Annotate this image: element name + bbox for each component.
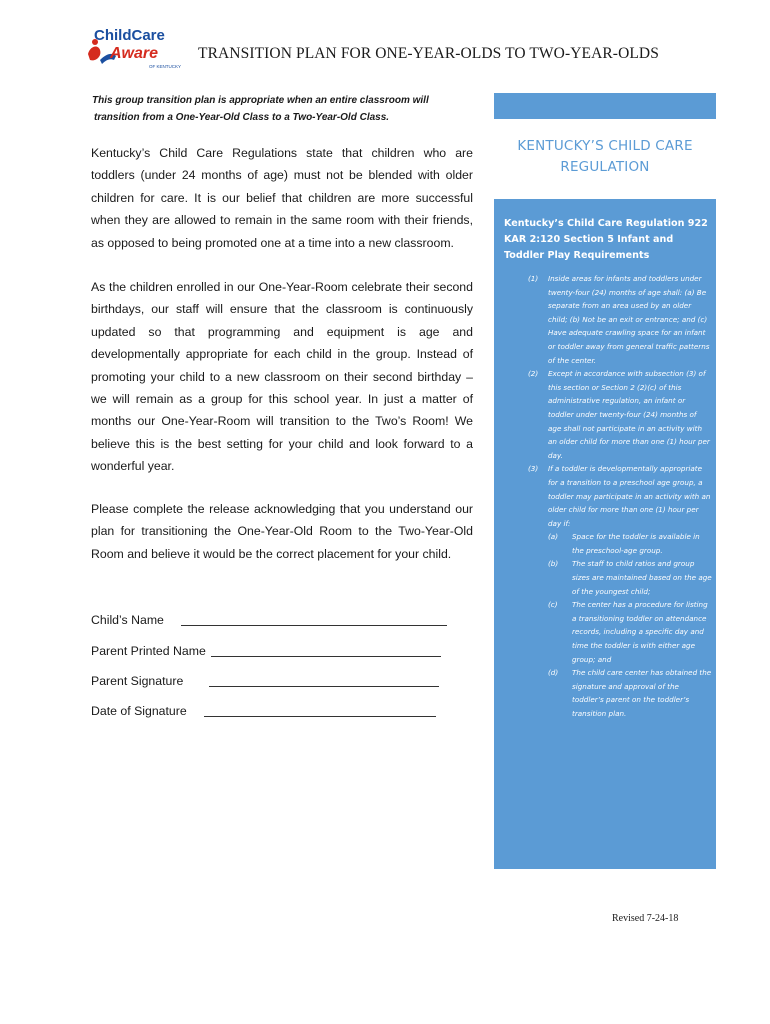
date-of-signature-label: Date of Signature: [91, 704, 187, 718]
regulation-subitem: [548, 598, 712, 666]
regulation-item: [502, 367, 712, 462]
childcare-aware-logo: [86, 24, 186, 72]
child-name-field[interactable]: [181, 625, 447, 626]
sidebar-subheading: Kentucky’s Child Care Regulation 922 KAR 2:120 Section 5 Infant and Toddler Play Requirements: [504, 218, 708, 261]
regulation-subitem-letter: (b): [548, 559, 559, 569]
date-of-signature-field[interactable]: [204, 716, 436, 717]
regulation-subitem-letter: (c): [548, 600, 558, 610]
regulation-item-text: Inside areas for infants and toddlers under twenty-four (24) months of age shall: (a) Be separate from an area used by an older child; (b) Not be an exit or entrance; and (c) Have adequate crawling space for an infant or toddler away from general traffic patterns of the center.: [548, 274, 710, 365]
regulation-item-text: If a toddler is developmentally appropriate for a transition to a preschool age group, a toddler may participate in an activity with an older child for more than one (1) hour per day if:: [548, 464, 711, 528]
logo-word-aware: Aware: [110, 45, 159, 62]
sidebar-heading: KENTUCKY’S CHILD CARE REGULATION: [517, 138, 693, 175]
logo-word-childcare: ChildCare: [94, 27, 165, 44]
regulation-list: [502, 272, 712, 721]
regulation-subitem-text: The child care center has obtained the signature and approval of the toddler’s parent on the toddler’s transition plan.: [572, 668, 712, 718]
regulation-item-number: (1): [528, 274, 539, 283]
child-name-label: Child’s Name: [91, 613, 164, 627]
regulation-subitem: [548, 557, 712, 598]
intro-line-2: transition from a One-Year-Old Class to a Two-Year-Old Class.: [94, 112, 390, 123]
regulation-subitem: [548, 666, 712, 720]
regulation-item-text: Except in accordance with subsection (3) of this section or Section 2 (2)(c) of this administrative regulation, an infant or toddler under twenty-four (24) months of age shall not participate in an activity with an older child for more than one (1) hour per day.: [548, 369, 710, 460]
revision-date: Revised 7-24-18: [612, 913, 679, 924]
regulation-subitem-text: The center has a procedure for listing a transitioning toddler on attendance records, including a specific day and time the toddler is with either age group; and: [572, 600, 708, 664]
regulation-subitem: [548, 530, 712, 557]
regulation-sidebar: [494, 199, 716, 869]
parent-signature-field[interactable]: [209, 686, 439, 687]
regulation-subitem-text: Space for the toddler is available in the preschool-age group.: [572, 532, 700, 555]
regulation-subitem-letter: (d): [548, 668, 559, 678]
parent-signature-label: Parent Signature: [91, 674, 184, 688]
intro-note: [92, 92, 482, 126]
logo-word-kentucky: OF KENTUCKY: [149, 64, 182, 69]
regulation-item-number: (2): [528, 369, 539, 379]
logo-figure-icon: [88, 47, 100, 61]
parent-printed-name-field[interactable]: [211, 656, 441, 657]
document-title: TRANSITION PLAN FOR ONE-YEAR-OLDS TO TWO-YEAR-OLDS: [198, 45, 659, 62]
regulation-subitem-text: The staff to child ratios and group sizes are maintained based on the age of the youngest child;: [572, 559, 712, 596]
regulation-item: [502, 272, 712, 367]
regulation-item-number: (3): [528, 464, 539, 474]
regulation-item: [502, 462, 712, 720]
paragraph-regulations: Kentucky’s Child Care Regulations state that children who are toddlers (under 24 months of age) must not be blended with older children for care. It is our belief that children are more successful when they are allowed to remain in the same room with their friends, as opposed to being promoted one at a time into a new classroom.: [91, 146, 473, 250]
parent-printed-name-label: Parent Printed Name: [91, 644, 206, 658]
sidebar-top-bar: [494, 93, 716, 119]
regulation-subitem-letter: (a): [548, 532, 559, 542]
paragraph-classroom-plan: As the children enrolled in our One-Year-Room celebrate their second birthdays, our staff will ensure that the classroom is continuously updated so that programming and equipment is age and developmentally appropriate for each child in the group. Instead of promoting your child to a new classroom on their second birthday – we will remain as a group for this school year. In just a matter of months our One-Year-Room will transition to the Two’s Room! We believe this is the best setting for your child and look forward to a wonderful year.: [91, 280, 473, 474]
intro-line-1: This group transition plan is appropriate when an entire classroom will: [92, 95, 429, 106]
paragraph-release: Please complete the release acknowledging that you understand our plan for transitioning the One-Year-Old Room to the Two-Year-Old Room and believe it would be the correct placement for your child.: [91, 502, 473, 561]
